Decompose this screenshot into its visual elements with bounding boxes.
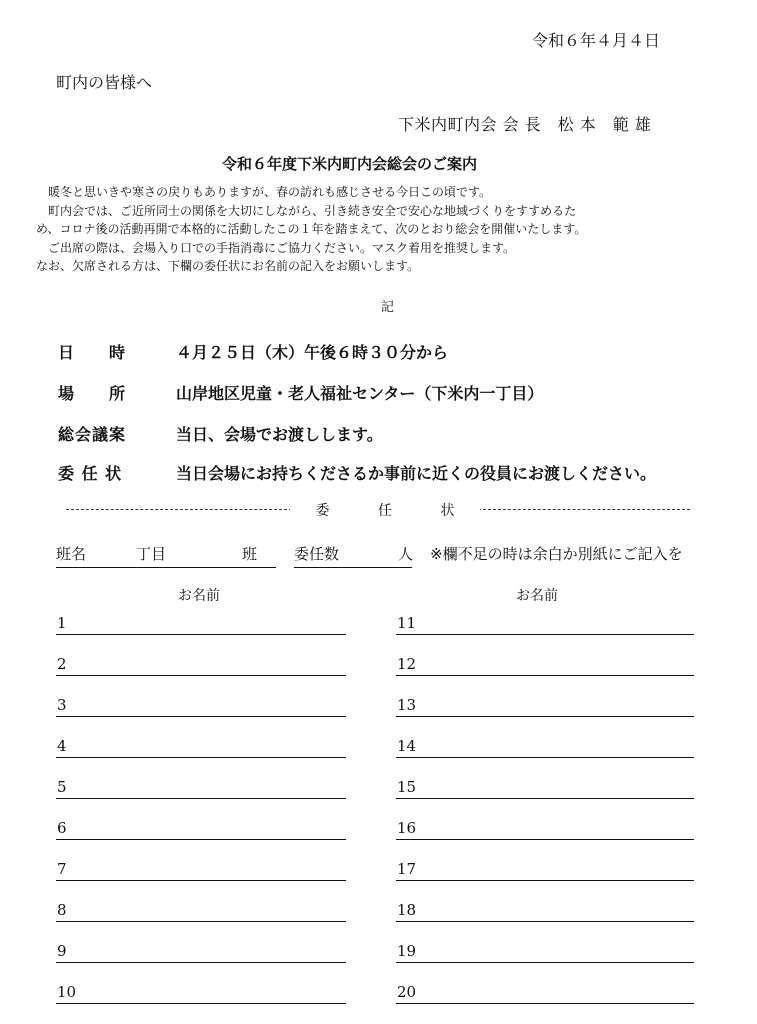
proxy-title-char: 委 xyxy=(315,503,330,519)
row-number: 17 xyxy=(397,860,417,878)
name-entry-row[interactable] xyxy=(56,854,346,881)
row-number: 3 xyxy=(57,696,67,714)
detail-label-proxy: 委 任 状 xyxy=(58,464,123,483)
document-date: 令和６年４月４日 xyxy=(532,31,661,50)
person-label: 人 xyxy=(398,545,414,563)
row-number: 18 xyxy=(397,901,417,919)
name-entry-row[interactable] xyxy=(56,977,346,1004)
name-entry-row[interactable] xyxy=(56,936,346,963)
name-entry-row[interactable] xyxy=(396,649,694,676)
detail-value-proxy: 当日会場にお持ちくださるか事前に近くの役員にお渡しください。 xyxy=(176,464,657,483)
name-header-right: お名前 xyxy=(516,588,558,604)
name-entry-row[interactable] xyxy=(56,608,346,635)
name-header-left: お名前 xyxy=(178,588,220,604)
row-number: 8 xyxy=(57,901,67,919)
han-label: 班 xyxy=(242,545,258,563)
row-number: 13 xyxy=(397,696,417,714)
body-line: ご出席の際は、会場入り口での手指消毒にご協力ください。マスク着用を推奨します。 xyxy=(48,240,516,255)
body-text xyxy=(36,183,736,276)
row-number: 19 xyxy=(397,942,417,960)
row-number: 10 xyxy=(57,983,77,1001)
row-number: 2 xyxy=(57,655,67,673)
proxy-title-char: 状 xyxy=(440,503,455,519)
row-number: 4 xyxy=(57,737,67,755)
row-number: 1 xyxy=(57,614,67,632)
name-entry-row[interactable] xyxy=(396,813,694,840)
name-entry-row[interactable] xyxy=(396,772,694,799)
document-title: 令和６年度下米内町内会総会のご案内 xyxy=(222,155,478,173)
name-entry-row[interactable] xyxy=(396,854,694,881)
addressee: 町内の皆様へ xyxy=(56,73,153,92)
row-number: 15 xyxy=(397,778,417,796)
name-entry-row[interactable] xyxy=(56,895,346,922)
proxy-count-label: 委任数 xyxy=(294,545,340,563)
proxy-divider-left xyxy=(66,509,292,510)
detail-label-agenda: 総会議案 xyxy=(58,425,127,444)
row-number: 16 xyxy=(397,819,417,837)
name-entry-row[interactable] xyxy=(396,977,694,1004)
row-number: 9 xyxy=(57,942,67,960)
proxy-divider-right xyxy=(478,509,690,510)
team-name-label: 班名 xyxy=(56,545,87,563)
ki-heading: 記 xyxy=(381,300,395,315)
name-entry-row[interactable] xyxy=(396,731,694,758)
detail-value-venue: 山岸地区児童・老人福祉センター（下米内一丁目） xyxy=(176,384,544,403)
detail-label-datetime: 日 時 xyxy=(58,343,127,362)
row-number: 11 xyxy=(397,614,417,632)
body-line: 町内会では、ご近所同士の関係を大切にしながら、引き続き安全で安心な地域づくりをすすめるた xyxy=(48,203,577,218)
name-entry-row[interactable] xyxy=(56,690,346,717)
row-number: 14 xyxy=(397,737,417,755)
body-line: め、コロナ後の活動再開で本格的に活動したこの１年を踏まえて、次のとおり総会を開催いたします。 xyxy=(36,222,587,236)
row-number: 7 xyxy=(57,860,67,878)
detail-label-venue: 場 所 xyxy=(58,384,127,403)
detail-value-agenda: 当日、会場でお渡しします。 xyxy=(176,425,383,444)
name-entry-row[interactable] xyxy=(396,608,694,635)
body-line: なお、欠席される方は、下欄の委任状にお名前の記入をお願いします。 xyxy=(36,259,420,273)
row-number: 20 xyxy=(397,983,417,1001)
proxy-title xyxy=(290,500,480,520)
chome-label: 丁目 xyxy=(136,545,167,563)
name-entry-row[interactable] xyxy=(56,813,346,840)
row-number: 6 xyxy=(57,819,67,837)
row-number: 5 xyxy=(57,778,67,796)
name-entry-row[interactable] xyxy=(396,936,694,963)
space-note: ※欄不足の時は余白か別紙にご記入を xyxy=(430,545,683,563)
name-entry-row[interactable] xyxy=(56,649,346,676)
row-number: 12 xyxy=(397,655,417,673)
name-entry-row[interactable] xyxy=(396,895,694,922)
body-line: 暖冬と思いきや寒さの戻りもありますが、春の訪れも感じさせる今日この頃です。 xyxy=(48,185,492,199)
name-entry-row[interactable] xyxy=(56,731,346,758)
name-entry-row[interactable] xyxy=(396,690,694,717)
name-entry-row[interactable] xyxy=(56,772,346,799)
detail-value-datetime: ４月２５日（木）午後６時３０分から xyxy=(176,343,449,362)
sender-line: 下米内町内会 会 長 松 本 範 雄 xyxy=(398,115,652,134)
proxy-title-char: 任 xyxy=(378,503,392,519)
